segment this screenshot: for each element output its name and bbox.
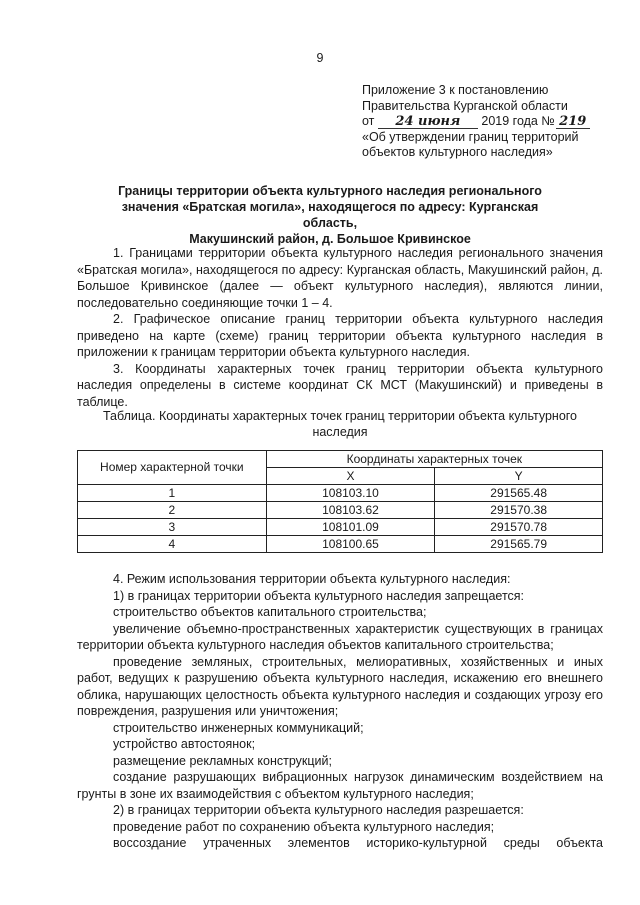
paragraph-2: 2. Графическое описание границ территории объекта культурного наследия приведено на карте (схеме) границ территории объекта культурного наследия в приложении к границам территории объекта культурного наследия. — [77, 312, 603, 359]
title-line-1: Границы территории объекта культурного наследия регионального — [118, 184, 542, 198]
handwritten-number: 219 — [556, 115, 590, 129]
cell-x: 108101.09 — [266, 519, 435, 536]
cell-point: 4 — [78, 536, 267, 553]
cell-point: 2 — [78, 502, 267, 519]
paragraph-1: 1. Границами территории объекта культурного наследия регионального значения «Братская могила», находящегося по адресу: Курганская область, Макушинский район, д. Большое Кривинское (далее — объект культурного наследия), являются линии, последовательно соединяющие точки 1 – 4. — [77, 246, 603, 310]
regime-block — [77, 571, 603, 852]
appendix-line-3 — [362, 114, 622, 130]
forbidden-item: устройство автостоянок; — [113, 737, 256, 751]
paragraph-3: 3. Координаты характерных точек границ территории объекта культурного наследия определены в системе координат СК МСТ (Макушинский) и приведены в таблице. — [77, 361, 603, 409]
forbidden-item: увеличение объемно-пространственных характеристик существующих в границах территории объекта культурного наследия объектов капитального строительства; — [77, 621, 603, 652]
cell-point: 3 — [78, 519, 267, 536]
cell-x: 108100.65 — [266, 536, 435, 553]
cell-y: 291570.38 — [435, 502, 603, 519]
table-row — [78, 536, 603, 553]
table-caption-line-2: наследия — [312, 425, 368, 439]
appendix-block — [362, 83, 622, 161]
table-row — [78, 485, 603, 502]
header-y: Y — [435, 468, 603, 485]
appendix-line-5: объектов культурного наследия» — [362, 145, 553, 159]
paragraphs-block — [77, 245, 603, 410]
table-row — [78, 519, 603, 536]
cell-x: 108103.10 — [266, 485, 435, 502]
allowed-item: проведение работ по сохранению объекта культурного наследия; — [113, 819, 495, 834]
title-line-3: Макушинский район, д. Большое Кривинское — [189, 232, 471, 246]
allowed-item: воссоздание утраченных элементов историко-культурной среды объекта — [113, 836, 603, 850]
appendix-line-2: Правительства Курганской области — [362, 98, 568, 113]
forbidden-item: строительство инженерных коммуникаций; — [113, 720, 364, 735]
header-coordinates: Координаты характерных точек — [266, 451, 602, 468]
table-row — [78, 502, 603, 519]
title-line-2: значения «Братская могила», находящегося по адресу: Курганская область, — [121, 200, 539, 230]
page-number: 9 — [316, 51, 324, 65]
allowed-heading: 2) в границах территории объекта культурного наследия разрешается: — [113, 803, 524, 817]
header-point-number: Номер характерной точки — [78, 451, 267, 485]
forbidden-heading: 1) в границах территории объекта культурного наследия запрещается: — [113, 588, 525, 603]
cell-y: 291565.48 — [435, 485, 603, 502]
coordinates-table — [77, 450, 603, 553]
appendix-line-1: Приложение 3 к постановлению — [362, 83, 549, 97]
year-text: 2019 года № — [481, 114, 555, 128]
document-title — [110, 183, 550, 247]
cell-y: 291565.79 — [435, 536, 603, 553]
forbidden-item: проведение земляных, строительных, мелиоративных, хозяйственных и иных работ, ведущих к разрушению объекта культурного наследия, искажению его внешнего облика, нарушающих целостность объекта культурного наследия и создающих угрозу его повреждения, разрушения или уничтожения; — [77, 654, 603, 718]
table-caption — [77, 408, 603, 440]
cell-y: 291570.78 — [435, 519, 603, 536]
handwritten-date: 24 июня — [378, 115, 478, 129]
appendix-line-4: «Об утверждении границ территорий — [362, 129, 579, 144]
forbidden-item: размещение рекламных конструкций; — [113, 753, 332, 768]
forbidden-item: строительство объектов капитального строительства; — [113, 605, 427, 619]
forbidden-item: создание разрушающих вибрационных нагрузок динамическим воздействием на грунты в зоне их взаимодействия с объектом культурного наследия; — [77, 770, 603, 801]
from-prefix: от — [362, 114, 375, 128]
cell-point: 1 — [78, 485, 267, 502]
header-x: X — [266, 468, 435, 485]
table-caption-line-1: Таблица. Координаты характерных точек границ территории объекта культурного — [102, 409, 578, 423]
regime-heading: 4. Режим использования территории объекта культурного наследия: — [113, 572, 511, 586]
cell-x: 108103.62 — [266, 502, 435, 519]
